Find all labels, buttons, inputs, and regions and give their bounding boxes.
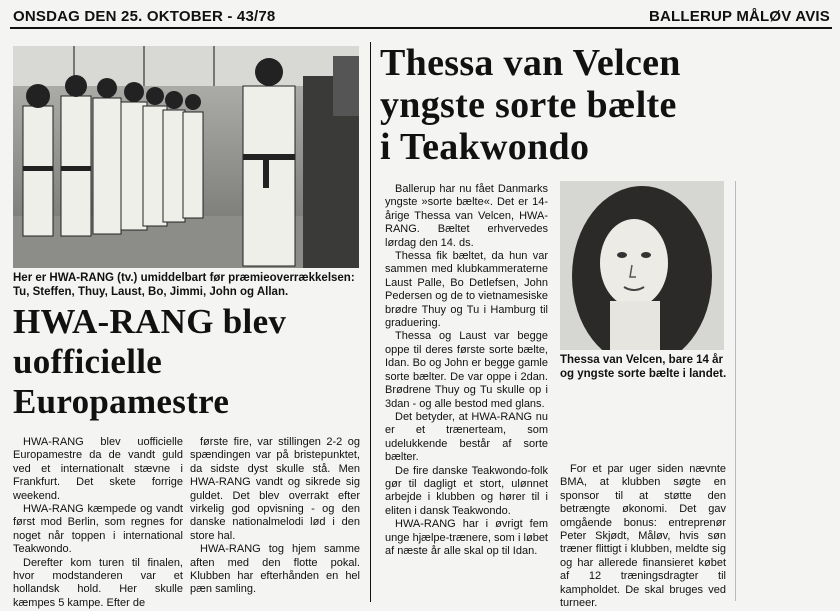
team-photo-image — [13, 46, 359, 268]
left-headline-line-3: Europamestre — [13, 382, 230, 421]
right-col1-para-3: Thessa og Laust var begge oppe til deres første sorte bælte, Idan. Bo og John er begge gamle sorte bælter. De var oppe i 2dan. Brødrene Thuy og Tu skulle op i 3dan - og alle bestod med glans. — [385, 330, 548, 410]
right-article-col-1 — [385, 183, 548, 558]
right-headline-line-3: i Teakwondo — [380, 126, 590, 168]
left-headline-line-1: HWA-RANG blev — [13, 302, 287, 341]
thessa-portrait — [560, 181, 724, 350]
right-article-col-2 — [560, 463, 726, 610]
right-col1-para-5: De fire danske Teakwondo-folk gør til dagligt et stort, ulønnet arbejde i klubben og hører til i eliten i dansk Teakwondo. — [385, 464, 548, 517]
right-headline — [380, 42, 830, 168]
newspaper-name: BALLERUP MÅLØV AVIS — [648, 8, 830, 25]
left-col1-para-1: HWA-RANG blev uofficielle Europamestre da de vandt guld ved et internationalt stævne i Frankfurt. Det skete forrige weekend. — [13, 436, 183, 502]
column-divider — [370, 42, 371, 602]
right-col1-para-6: HWA-RANG har i øvrigt fem unge hjælpe-trænere, som i løbet af næste år alle skal op til Idan. — [385, 518, 548, 557]
right-edge-rule — [735, 181, 736, 601]
left-article-col-1 — [13, 436, 183, 610]
right-col1-para-1: Ballerup har nu fået Danmarks yngste »sorte bælte«. Det er 14-årige Thessa van Velcen, HWA-RANG. Bæltet erhvervedes lørdag den 14. ds. — [385, 183, 548, 249]
right-headline-line-1: Thessa van Velcen — [380, 42, 681, 84]
left-headline — [13, 302, 363, 422]
header-rule — [10, 27, 832, 29]
left-col1-para-2: HWA-RANG kæmpede og vandt først mod Berlin, som regnes for noget når toppen i international Teakwondo. — [13, 503, 183, 556]
left-col1-para-3: Derefter kom turen til finalen, hvor modstanderen var et hollandsk hold. Her skulle kæmpes 5 kampe. Efter de — [13, 556, 183, 609]
right-col2-para-1: For et par uger siden nævnte BMA, at klubben søgte en sponsor til at støtte den betrængte økonomi. Det gav omgående bonus: entreprenør Peter Skjødt, Måløv, hvis søn træner flittigt i klubben, meldte sig og har allerede finansieret købet af 12 træningsdragter til kampholdet. De skal bruges ved turneer. — [560, 463, 726, 610]
right-col1-para-2: Thessa fik bæltet, da hun var sammen med klubkammeraterne Laust Palle, Bo Detlefsen, John Pedersen og de to vietnamesiske brødre Thuy og Tu i Hamburg til graduering. — [385, 250, 548, 330]
right-col1-para-4: Det betyder, at HWA-RANG nu er et trænerteam, som udelukkende består af sorte bælter. — [385, 410, 548, 464]
thessa-portrait-image — [560, 181, 724, 350]
thessa-photo-caption: Thessa van Velcen, bare 14 år og yngste sorte bælte i landet. — [560, 354, 727, 380]
left-headline-line-2: uofficielle — [13, 342, 163, 381]
team-photo — [13, 46, 359, 268]
team-photo-caption: Her er HWA-RANG (tv.) umiddelbart før præmieoverrækkelsen: Tu, Steffen, Thuy, Laust, Bo, Jimmi, John og Allan. — [13, 272, 355, 298]
right-headline-line-2: yngste sorte bælte — [380, 84, 677, 126]
left-col2-para-2: HWA-RANG tog hjem samme aften med den flotte pokal. Klubben har efterhånden en hel pæn samling. — [190, 543, 360, 596]
left-article-col-2 — [190, 436, 360, 597]
issue-date: ONSDAG DEN 25. OKTOBER - 43/78 — [13, 8, 276, 25]
left-col2-para-1: første fire, var stillingen 2-2 og spændingen var på bristepunktet, da sidste dyst skulle stå. Men HWA-RANG vandt og sikrede sig guldet. Det blev overrakt efter virkelig god opvisning - og den danske nationalmelodi lød i den store hal. — [190, 436, 360, 542]
